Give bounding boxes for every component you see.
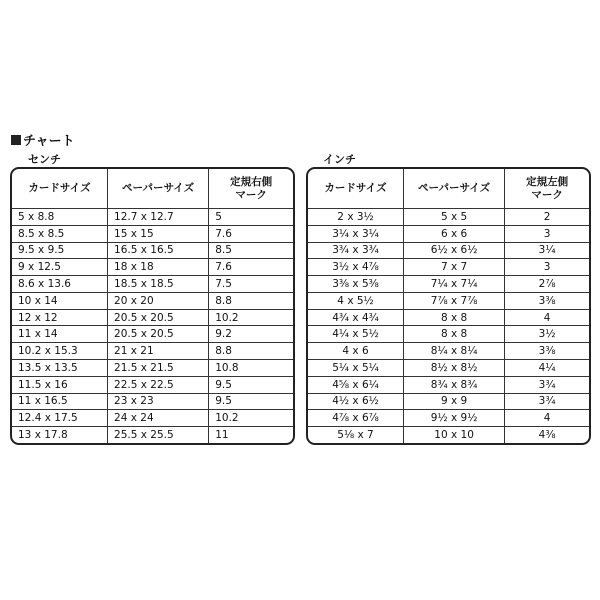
card-size-cell: 4⅞ x 6⅞	[308, 410, 404, 427]
card-size-cell: 4¼ x 5½	[308, 326, 404, 343]
card-size-cell: 4 x 6	[308, 343, 404, 360]
card-size-cell: 5 x 8.8	[12, 209, 108, 226]
card-size-cell: 12.4 x 17.5	[12, 410, 108, 427]
card-size-cell: 9.5 x 9.5	[12, 242, 108, 259]
table-row	[308, 427, 589, 443]
paper-size-cell: 6 x 6	[404, 225, 505, 242]
table-row	[308, 393, 589, 410]
ruler-mark-cell: 4⅜	[505, 427, 589, 443]
card-size-cell: 5¼ x 5¼	[308, 360, 404, 377]
ruler-mark-cell: 10.8	[209, 360, 293, 377]
table-row	[12, 427, 293, 443]
ruler-mark-cell: 3¼	[505, 242, 589, 259]
paper-size-cell: 8½ x 8½	[404, 360, 505, 377]
paper-size-cell: 7⅞ x 7⅞	[404, 292, 505, 309]
paper-size-cell: 9 x 9	[404, 393, 505, 410]
paper-size-cell: 21.5 x 21.5	[108, 360, 209, 377]
card-size-cell: 8.6 x 13.6	[12, 276, 108, 293]
ruler-mark-cell: 7.6	[209, 225, 293, 242]
column-header-paper-size: ペーパーサイズ	[404, 169, 505, 209]
paper-size-cell: 21 x 21	[108, 343, 209, 360]
table-row	[12, 360, 293, 377]
table-row	[308, 276, 589, 293]
paper-size-cell: 9½ x 9½	[404, 410, 505, 427]
ruler-mark-cell: 2⅞	[505, 276, 589, 293]
paper-size-cell: 24 x 24	[108, 410, 209, 427]
paper-size-cell: 12.7 x 12.7	[108, 209, 209, 226]
table-row	[308, 376, 589, 393]
table-row	[308, 259, 589, 276]
ruler-mark-cell: 9.2	[209, 326, 293, 343]
card-size-cell: 10.2 x 15.3	[12, 343, 108, 360]
table-row	[12, 242, 293, 259]
table-row	[12, 292, 293, 309]
column-header-paper-size: ペーパーサイズ	[108, 169, 209, 209]
ruler-mark-cell: 3	[505, 225, 589, 242]
card-size-cell: 4⅝ x 6¼	[308, 376, 404, 393]
table-row	[308, 343, 589, 360]
card-size-cell: 4¾ x 4¾	[308, 309, 404, 326]
paper-size-cell: 8 x 8	[404, 326, 505, 343]
ruler-mark-cell: 3¾	[505, 393, 589, 410]
ruler-mark-cell: 9.5	[209, 376, 293, 393]
table-row	[308, 225, 589, 242]
table-row	[12, 276, 293, 293]
chart-heading	[11, 130, 75, 149]
paper-size-cell: 22.5 x 22.5	[108, 376, 209, 393]
table-row	[308, 292, 589, 309]
ruler-mark-cell: 8.8	[209, 292, 293, 309]
paper-size-cell: 6½ x 6½	[404, 242, 505, 259]
table-row	[12, 410, 293, 427]
card-size-cell: 3⅜ x 5⅜	[308, 276, 404, 293]
paper-size-cell: 25.5 x 25.5	[108, 427, 209, 443]
card-size-cell: 13.5 x 13.5	[12, 360, 108, 377]
paper-size-cell: 5 x 5	[404, 209, 505, 226]
ruler-mark-cell: 7.6	[209, 259, 293, 276]
card-size-cell: 9 x 12.5	[12, 259, 108, 276]
paper-size-cell: 15 x 15	[108, 225, 209, 242]
table-row	[308, 209, 589, 226]
ruler-mark-cell: 4	[505, 309, 589, 326]
ruler-mark-cell: 10.2	[209, 309, 293, 326]
table-header-row	[12, 169, 293, 209]
column-header-card-size: カードサイズ	[308, 169, 404, 209]
ruler-mark-cell: 5	[209, 209, 293, 226]
paper-size-cell: 16.5 x 16.5	[108, 242, 209, 259]
centimeter-table	[10, 167, 295, 445]
paper-size-cell: 20 x 20	[108, 292, 209, 309]
table-row	[12, 225, 293, 242]
ruler-mark-cell: 3½	[505, 326, 589, 343]
table-row	[12, 393, 293, 410]
paper-size-cell: 18.5 x 18.5	[108, 276, 209, 293]
card-size-cell: 12 x 12	[12, 309, 108, 326]
ruler-mark-cell: 8.5	[209, 242, 293, 259]
table-row	[308, 326, 589, 343]
column-header-card-size: カードサイズ	[12, 169, 108, 209]
ruler-mark-cell: 10.2	[209, 410, 293, 427]
column-header-ruler-mark: 定規左側 マーク	[505, 169, 589, 209]
table-row	[12, 343, 293, 360]
ruler-mark-cell: 11	[209, 427, 293, 443]
table-row	[12, 309, 293, 326]
ruler-mark-cell: 3⅜	[505, 343, 589, 360]
paper-size-cell: 8¾ x 8¾	[404, 376, 505, 393]
square-bullet-icon	[11, 135, 21, 145]
inch-table	[306, 167, 591, 445]
paper-size-cell: 7 x 7	[404, 259, 505, 276]
table-row	[12, 326, 293, 343]
card-size-cell: 4 x 5½	[308, 292, 404, 309]
paper-size-cell: 8 x 8	[404, 309, 505, 326]
card-size-cell: 10 x 14	[12, 292, 108, 309]
table-row	[12, 259, 293, 276]
table-row	[12, 376, 293, 393]
paper-size-cell: 8¼ x 8¼	[404, 343, 505, 360]
table-header-row	[308, 169, 589, 209]
card-size-cell: 13 x 17.8	[12, 427, 108, 443]
inch-title: インチ	[323, 153, 356, 166]
card-size-cell: 4½ x 6½	[308, 393, 404, 410]
ruler-mark-cell: 3¾	[505, 376, 589, 393]
paper-size-cell: 7¼ x 7¼	[404, 276, 505, 293]
ruler-mark-cell: 9.5	[209, 393, 293, 410]
card-size-cell: 3¾ x 3¾	[308, 242, 404, 259]
centimeter-title: センチ	[28, 153, 61, 166]
card-size-cell: 11 x 16.5	[12, 393, 108, 410]
table-row	[308, 309, 589, 326]
card-size-cell: 11 x 14	[12, 326, 108, 343]
ruler-mark-cell: 8.8	[209, 343, 293, 360]
table-row	[12, 209, 293, 226]
paper-size-cell: 10 x 10	[404, 427, 505, 443]
card-size-cell: 11.5 x 16	[12, 376, 108, 393]
paper-size-cell: 20.5 x 20.5	[108, 326, 209, 343]
table-row	[308, 410, 589, 427]
ruler-mark-cell: 2	[505, 209, 589, 226]
table-row	[308, 242, 589, 259]
ruler-mark-cell: 7.5	[209, 276, 293, 293]
ruler-mark-cell: 4¼	[505, 360, 589, 377]
ruler-mark-cell: 3⅜	[505, 292, 589, 309]
ruler-mark-cell: 3	[505, 259, 589, 276]
paper-size-cell: 23 x 23	[108, 393, 209, 410]
chart-heading-label: チャート	[23, 134, 75, 149]
paper-size-cell: 18 x 18	[108, 259, 209, 276]
card-size-cell: 2 x 3½	[308, 209, 404, 226]
card-size-cell: 3¼ x 3¼	[308, 225, 404, 242]
ruler-mark-cell: 4	[505, 410, 589, 427]
table-row	[308, 360, 589, 377]
column-header-ruler-mark: 定規右側 マーク	[209, 169, 293, 209]
card-size-cell: 5⅛ x 7	[308, 427, 404, 443]
card-size-cell: 3½ x 4⅞	[308, 259, 404, 276]
card-size-cell: 8.5 x 8.5	[12, 225, 108, 242]
paper-size-cell: 20.5 x 20.5	[108, 309, 209, 326]
